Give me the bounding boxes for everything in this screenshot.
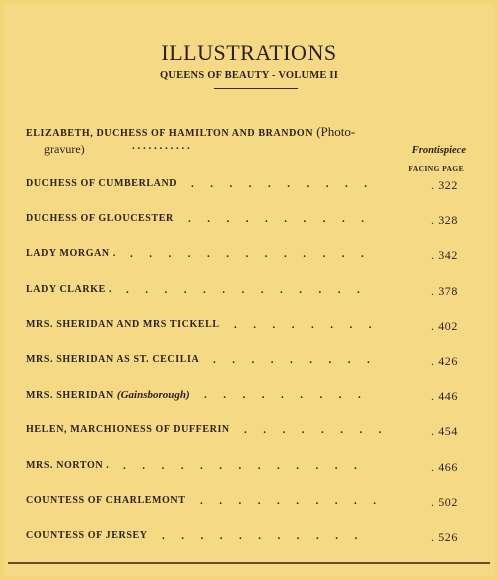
facing-page-label: FACING PAGE xyxy=(408,164,464,173)
dot-leader: . . . . . . . . . . xyxy=(191,178,384,190)
list-item xyxy=(26,318,458,333)
dot-leader: . . . . . . . . . . xyxy=(200,494,393,507)
bottom-border xyxy=(8,562,490,564)
dot-leader: . . . . . . . . . . . . . xyxy=(126,283,377,296)
dot-leader: . . . . . . . . xyxy=(234,318,388,331)
entry-page-number: . 426 xyxy=(431,354,458,368)
list-item xyxy=(26,213,458,228)
list-item xyxy=(26,283,458,298)
frontispiece-entry-photo: (Photo- xyxy=(316,124,356,139)
entry-page-number: . 526 xyxy=(431,530,458,544)
entry-page-number: . 378 xyxy=(431,283,458,298)
list-item xyxy=(26,494,458,509)
entry-title-italic: (Gainsborough) xyxy=(116,389,190,402)
list-item xyxy=(26,530,458,544)
entry-title: COUNTESS OF JERSEY xyxy=(26,530,148,541)
entry-title: LADY CLARKE . xyxy=(26,283,113,295)
frontispiece-entry-line2: gravure) xyxy=(44,142,85,156)
entry-title: MRS. NORTON . xyxy=(26,459,110,471)
entry-title: LADY MORGAN . xyxy=(26,248,116,260)
entry-page-number: . 328 xyxy=(431,213,458,228)
page-title: ILLUSTRATIONS xyxy=(161,40,337,65)
list-item xyxy=(26,424,458,439)
title-rule xyxy=(214,88,298,89)
dot-leader: . . . . . . . . . . . . . xyxy=(123,459,374,472)
entry-title: DUCHESS OF GLOUCESTER xyxy=(26,213,174,225)
book-page xyxy=(4,4,494,576)
list-item xyxy=(26,459,458,474)
entry-page-number: . 466 xyxy=(431,459,458,474)
entry-title: COUNTESS OF CHARLEMONT xyxy=(26,494,186,506)
frontispiece-entry-line1 xyxy=(26,124,466,140)
entry-page-number: . 446 xyxy=(431,389,458,404)
dot-leader: . . . . . . . . . xyxy=(213,354,387,366)
frontispiece-entry-name: ELIZABETH, DUCHESS OF HAMILTON AND BRANDON xyxy=(26,128,314,139)
dot-leader: . . . . . . . . . . . . . xyxy=(130,248,381,261)
entry-title: DUCHESS OF CUMBERLAND xyxy=(26,178,178,189)
entry-page-number: . 322 xyxy=(431,178,458,192)
entry-title: HELEN, MARCHIONESS OF DUFFERIN xyxy=(26,424,230,436)
frontispiece-label: Frontispiece xyxy=(411,145,466,156)
list-item xyxy=(26,248,458,263)
list-item xyxy=(26,178,458,192)
entry-title: MRS. SHERIDAN (Gainsborough) xyxy=(26,389,190,402)
entry-page-number: . 402 xyxy=(431,318,458,333)
dot-leader: . . . . . . . . xyxy=(244,424,398,437)
dot-leader: . . . . . . . . . . xyxy=(188,213,381,226)
entry-title: MRS. SHERIDAN AND MRS TICKELL xyxy=(26,318,220,330)
entry-page-number: . 342 xyxy=(431,248,458,263)
entry-page-number: . 502 xyxy=(431,494,458,509)
entry-page-number: . 454 xyxy=(431,424,458,439)
list-item xyxy=(26,354,458,368)
list-item xyxy=(26,389,458,404)
entry-title: MRS. SHERIDAN AS ST. CECILIA xyxy=(26,354,200,365)
dot-leader: . . . . . . . . . . . xyxy=(162,530,374,542)
dot-leader: . . . . . . . . . xyxy=(204,389,378,402)
page-subtitle: QUEENS OF BEAUTY - VOLUME II xyxy=(160,70,338,81)
frontispiece-leader: . . . . . . . . . . . xyxy=(132,140,190,152)
